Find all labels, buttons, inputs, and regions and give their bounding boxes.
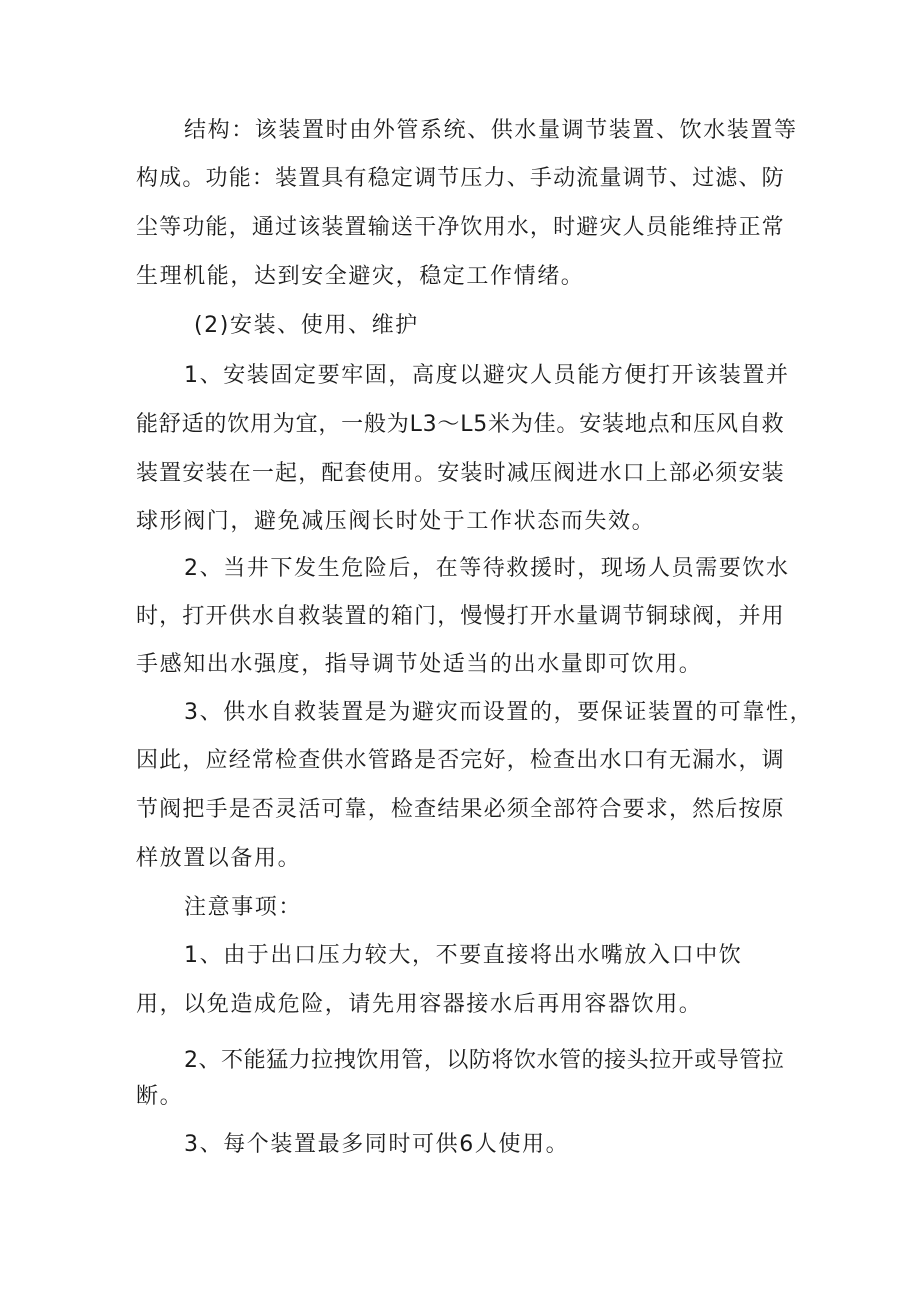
item-2-line-1: 2、当井下发生危险后，在等待救援时，现场人员需要饮水 [184, 556, 790, 581]
item-2-line-2: 时 ， 打 开 供 水 自 救 装 置 的 箱 门 ， 慢 慢 打 开 水 量 调 节 铜 球 阀 ， 并 用 [136, 604, 784, 629]
note-2-line-2: 断。 [136, 1084, 184, 1109]
item-1-line-4: 球形阀门，避免减压阀长时处于工作状态而失效。 [136, 509, 656, 534]
para-structure-line-1: 结构：该装置时由外管系统、供水量调节装置、饮水装置等 [184, 118, 798, 143]
item-3-line-3: 节 阀 把 手 是 否 灵 活 可 靠 ， 检 查 结 果 必 须 全 部 符 合 要 求 ， 然 后 按 原 [136, 797, 784, 822]
item-3-line-4: 样放置以备用。 [136, 846, 302, 871]
para-structure-line-3: 尘 等 功 能 ， 通 过 该 装 置 输 送 干 净 饮 用 水 ， 时 避 灾 人 员 能 维 持 正 常 [136, 215, 784, 240]
note-1-line-2: 用，以免造成危险，请先用容器接水后再用容器饮用。 [136, 992, 703, 1017]
para-structure-line-4: 生理机能，达到安全避灾，稳定工作情绪。 [136, 264, 585, 289]
item-1-line-2: 能 舒 适 的 饮 用 为 宜 ， 一 般 为 L 3 〜 L 5 米 为 佳 。 安 装 地 点 和 压 风 自 救 [136, 412, 784, 437]
note-1-line-1: 1、由于出口压力较大，不要直接将出水嘴放入口中饮 [184, 943, 743, 968]
item-1-line-1: 1、安装固定要牢固，高度以避灾人员能方便打开该装置并 [184, 363, 790, 388]
para-structure-line-2: 构 成 。 功 能 ： 装 置 具 有 稳 定 调 节 压 力 、 手 动 流 量 调 节 、 过 滤 、 防 [136, 166, 784, 191]
item-3-line-1: 3、供水自救装置是为避灾而设置的，要保证装置的可靠性， [184, 700, 814, 725]
item-3-line-2: 因 此 ， 应 经 常 检 查 供 水 管 路 是 否 完 好 ， 检 查 出 水 口 有 无 漏 水 ， 调 [136, 748, 784, 773]
item-2-line-3: 手感知出水强度，指导调节处适当的出水量即可饮用。 [136, 652, 703, 677]
section-heading: (2)安装、使用、维护 [194, 313, 419, 338]
item-1-line-3: 装 置 安 装 在 一 起 ， 配 套 使 用 。 安 装 时 减 压 阀 进 水 口 上 部 必 须 安 装 [136, 461, 784, 486]
note-3-line-1: 3、每个装置最多同时可供6人使用。 [184, 1132, 570, 1157]
note-2-line-1: 2 、 不 能 猛 力 拉 拽 饮 用 管 ， 以 防 将 饮 水 管 的 接 头 拉 开 或 导 管 拉 [184, 1048, 784, 1073]
notes-heading: 注意事项： [184, 895, 303, 920]
